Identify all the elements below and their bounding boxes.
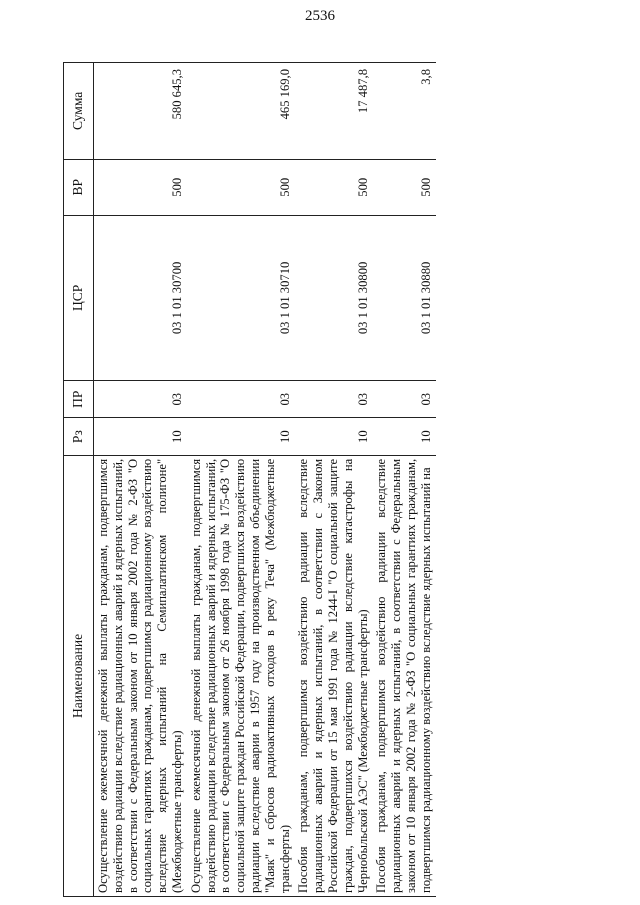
row-sum: 465 169,0 <box>187 63 295 160</box>
row-csr: 03 1 01 30710 <box>187 215 295 380</box>
row-sum: 17 487,8 <box>294 63 372 160</box>
row-name: Осуществление ежемесячной денежной выплаты гражданам, подвергшимся воздействию радиации вследствие радиационных аварий и ядерных испытаний, в соответствии с Федеральным законом от 10 января 2002 года № 2-ФЗ "О социальных гарантиях гражданам, подвергшимся радиационному воздействию вследствие ядерных испытаний на Семипалатинском полигоне" (Межбюджетные трансферты) <box>94 455 187 896</box>
row-name: Пособия гражданам, подвергшимся воздействию радиации вследствие радиационных аварий и ядерных испытаний, в соответствии с Федеральным законом от 10 января 2002 года № 2-ФЗ "О социальных гарантиях гражданам, подвергшимся радиационному воздействию вследствие ядерных испытаний на <box>372 455 435 896</box>
row-pr: 03 <box>94 381 187 418</box>
header-name: Наименование <box>64 455 94 896</box>
header-csr: ЦСР <box>64 215 94 380</box>
row-pr: 03 <box>187 381 295 418</box>
row-csr: 03 1 01 30880 <box>372 215 435 380</box>
row-vr: 500 <box>94 159 187 215</box>
table-row <box>187 63 295 897</box>
table-header-row <box>64 63 94 897</box>
rotated-table-container <box>63 62 571 897</box>
row-vr: 500 <box>372 159 435 215</box>
row-csr: 03 1 01 30700 <box>94 215 187 380</box>
row-vr: 500 <box>294 159 372 215</box>
table-row <box>372 63 435 897</box>
row-rz: 10 <box>94 418 187 455</box>
table-row <box>294 63 372 897</box>
row-sum: 580 645,3 <box>94 63 187 160</box>
row-rz: 10 <box>187 418 295 455</box>
row-pr: 03 <box>372 381 435 418</box>
header-sum: Сумма <box>64 63 94 160</box>
header-pr: ПР <box>64 381 94 418</box>
row-rz: 10 <box>372 418 435 455</box>
row-vr: 500 <box>187 159 295 215</box>
budget-table <box>63 62 436 897</box>
row-rz: 10 <box>294 418 372 455</box>
header-vr: ВР <box>64 159 94 215</box>
row-sum: 3,8 <box>372 63 435 160</box>
row-csr: 03 1 01 30800 <box>294 215 372 380</box>
row-pr: 03 <box>294 381 372 418</box>
row-name: Пособия гражданам, подвергшимся воздействию радиации вследствие радиационных аварий и ядерных испытаний, в соответствии с Законом Российской Федерации от 15 мая 1991 года № 1244-I "О социальной защите граждан, подвергшихся воздействию радиации вследствие катастрофы на Чернобыльской АЭС" (Межбюджетные трансферты) <box>294 455 372 896</box>
header-rz: Рз <box>64 418 94 455</box>
table-row <box>94 63 187 897</box>
row-name: Осуществление ежемесячной денежной выплаты гражданам, подвергшимся воздействию радиации вследствие радиационных аварий и ядерных испытаний, в соответствии с Федеральным законом от 26 ноября 1998 года № 175-ФЗ "О социальной защите граждан Российской Федерации, подвергшихся воздействию радиации вследствие аварии в 1957 году на производственном объединении "Маяк" и сбросов радиоактивных отходов в реку Теча" (Межбюджетные трансферты) <box>187 455 295 896</box>
page-number: 2536 <box>305 8 335 24</box>
